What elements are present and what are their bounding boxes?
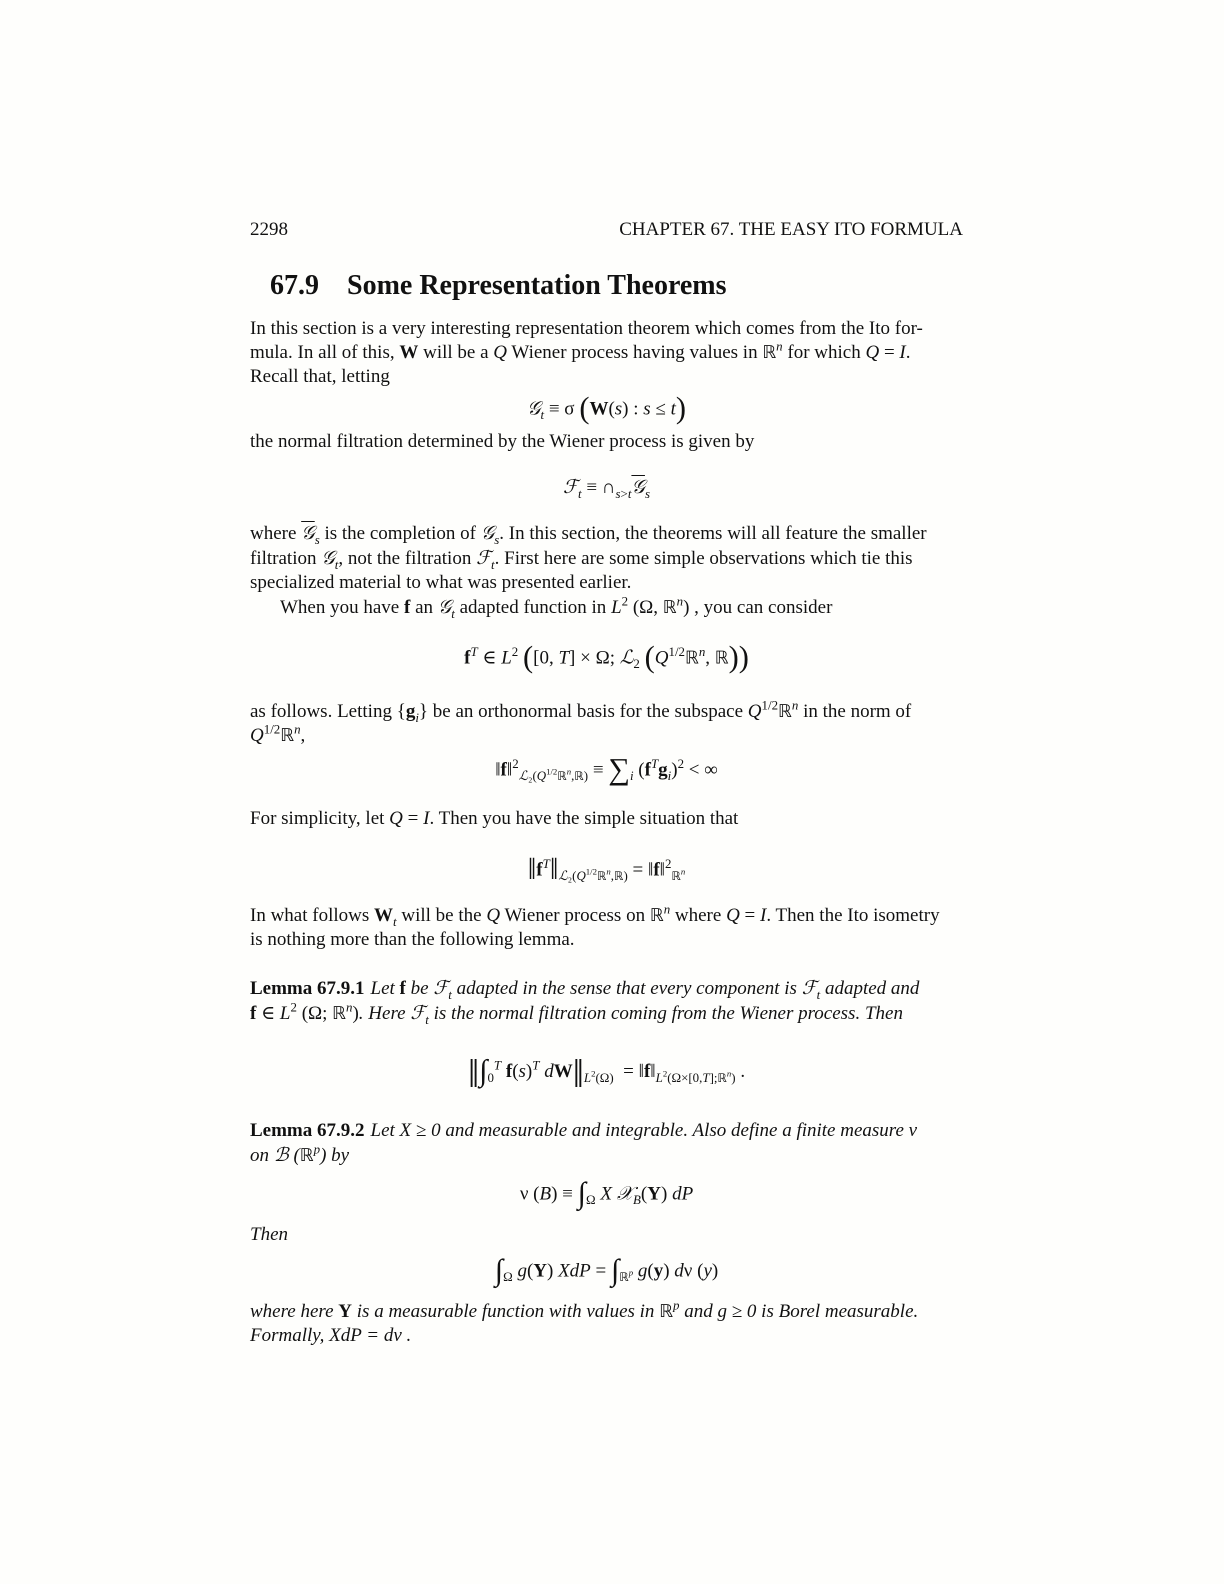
text-line: specialized material to what was presented earlier. xyxy=(250,572,632,593)
equation-F-def: ℱ$_t$ ≡ $\cap_{s>t}𝒢_s$ xyxy=(563,476,650,501)
equation-norm-equal: $‖f^T‖_{ℒ_2(Q^{1/2}ℝ^n,ℝ)}$ = ‖f‖$^2_{ℝ^n}$ xyxy=(527,852,686,886)
text-line: In this section is a very interesting representation theorem which comes from the Ito for- xyxy=(250,318,923,339)
lemma-then: Then xyxy=(250,1224,288,1245)
running-title: CHAPTER 67. THE EASY ITO FORMULA xyxy=(619,219,963,240)
section-title: Some Representation Theorems xyxy=(347,270,727,301)
running-header xyxy=(250,219,963,241)
lemma-conclusion xyxy=(250,1297,963,1348)
text-line: where 𝒢$_s$ is the completion of 𝒢$_s$. In this section, the theorems will all feature the smaller xyxy=(250,522,927,547)
paragraph-completion xyxy=(250,521,963,620)
text-line: as follows. Letting $\{g_i\}$ be an orthonormal basis for the subspace $Q^{1/2}ℝ^n$ in the norm of xyxy=(250,697,912,725)
text-line: Lemma 67.9.1 Let f be ℱ$_t$ adapted in the sense that every component is ℱ$_t$ adapted and xyxy=(250,977,920,1002)
text-line: When you have f an 𝒢$_t$ adapted function in $L^2$ (Ω, ℝ$^n$) , you can consider xyxy=(280,593,833,621)
paragraph-intro xyxy=(250,317,963,389)
lemma-label: Lemma 67.9.2 xyxy=(250,1120,365,1141)
paragraph-simplicity: For simplicity, let Q = I. Then you have the simple situation that xyxy=(250,808,739,829)
equation-nu-def: ν $(B) \equiv \int_\Omega$ X 𝒳$_B$(Y) dP xyxy=(519,1176,694,1210)
section-heading xyxy=(270,270,727,302)
text-line: on ℬ (ℝ$^p$) by xyxy=(250,1141,350,1166)
paragraph-isometry xyxy=(250,901,963,952)
page-number: 2298 xyxy=(250,219,288,240)
equation-G-def: 𝒢$_t$ ≡ σ (W(s) : s ≤ t) xyxy=(526,391,687,425)
text-line: In what follows $W_t$ will be the Q Wiener process on ℝ$^n$ where Q = I. Then the Ito isometry xyxy=(250,901,940,929)
text-line: where here Y is a measurable function with values in ℝ$^p$ and g ≥ 0 is Borel measurable. xyxy=(250,1297,919,1322)
lemma-67-9-2 xyxy=(250,1119,963,1168)
equation-fT-space: $f^T$ ∈ $L^2$ ([0, T] × Ω; ℒ$_2$ ($Q^{1/2}ℝ^n$, ℝ)) xyxy=(464,640,749,674)
text-line: filtration 𝒢$_t$, not the filtration ℱ$_t$. First here are some simple observations which tie this xyxy=(250,547,913,572)
lemma-67-9-1 xyxy=(250,976,963,1026)
text-line: $Q^{1/2}ℝ^n$, xyxy=(250,721,306,746)
text-line: is nothing more than the following lemma. xyxy=(250,929,575,950)
lemma-label: Lemma 67.9.1 xyxy=(250,978,365,999)
text-line: Formally, XdP = dν . xyxy=(250,1325,412,1346)
paragraph-filtration: the normal filtration determined by the Wiener process is given by xyxy=(250,431,755,452)
text-line: Recall that, letting xyxy=(250,366,390,387)
paragraph-basis xyxy=(250,697,963,748)
text-line: f ∈ $L^2$ (Ω; ℝ$^n$). Here ℱ$_t$ is the normal filtration coming from the Wiener process. Then xyxy=(250,999,903,1027)
text-line: mula. In all of this, W will be a Q Wiener process having values in ℝ$^n$ for which Q = I. xyxy=(250,338,911,363)
section-number: 67.9 xyxy=(270,270,319,301)
text-line: Lemma 67.9.2 Let X ≥ 0 and measurable and integrable. Also define a finite measure ν xyxy=(250,1120,918,1141)
equation-ito-isometry: $‖\int_0^T$ $f(s)^T$ $dW‖_{L^2(\Omega)}$ = $‖f‖_{L^2(\Omega\times[0,T];ℝ^n)}$ . xyxy=(467,1051,746,1096)
equation-norm-sum: ‖f‖$^2_{ℒ_2(Q^{1/2}ℝ^n,ℝ)}$ ≡ $\sum_i$ $(f^Tg_i)^2$ < ∞ xyxy=(495,752,718,786)
equation-change-of-measure: $\int_\Omega$ g(Y) XdP = $\int_{ℝ^p}$ g(y) dν (y) xyxy=(494,1253,719,1287)
